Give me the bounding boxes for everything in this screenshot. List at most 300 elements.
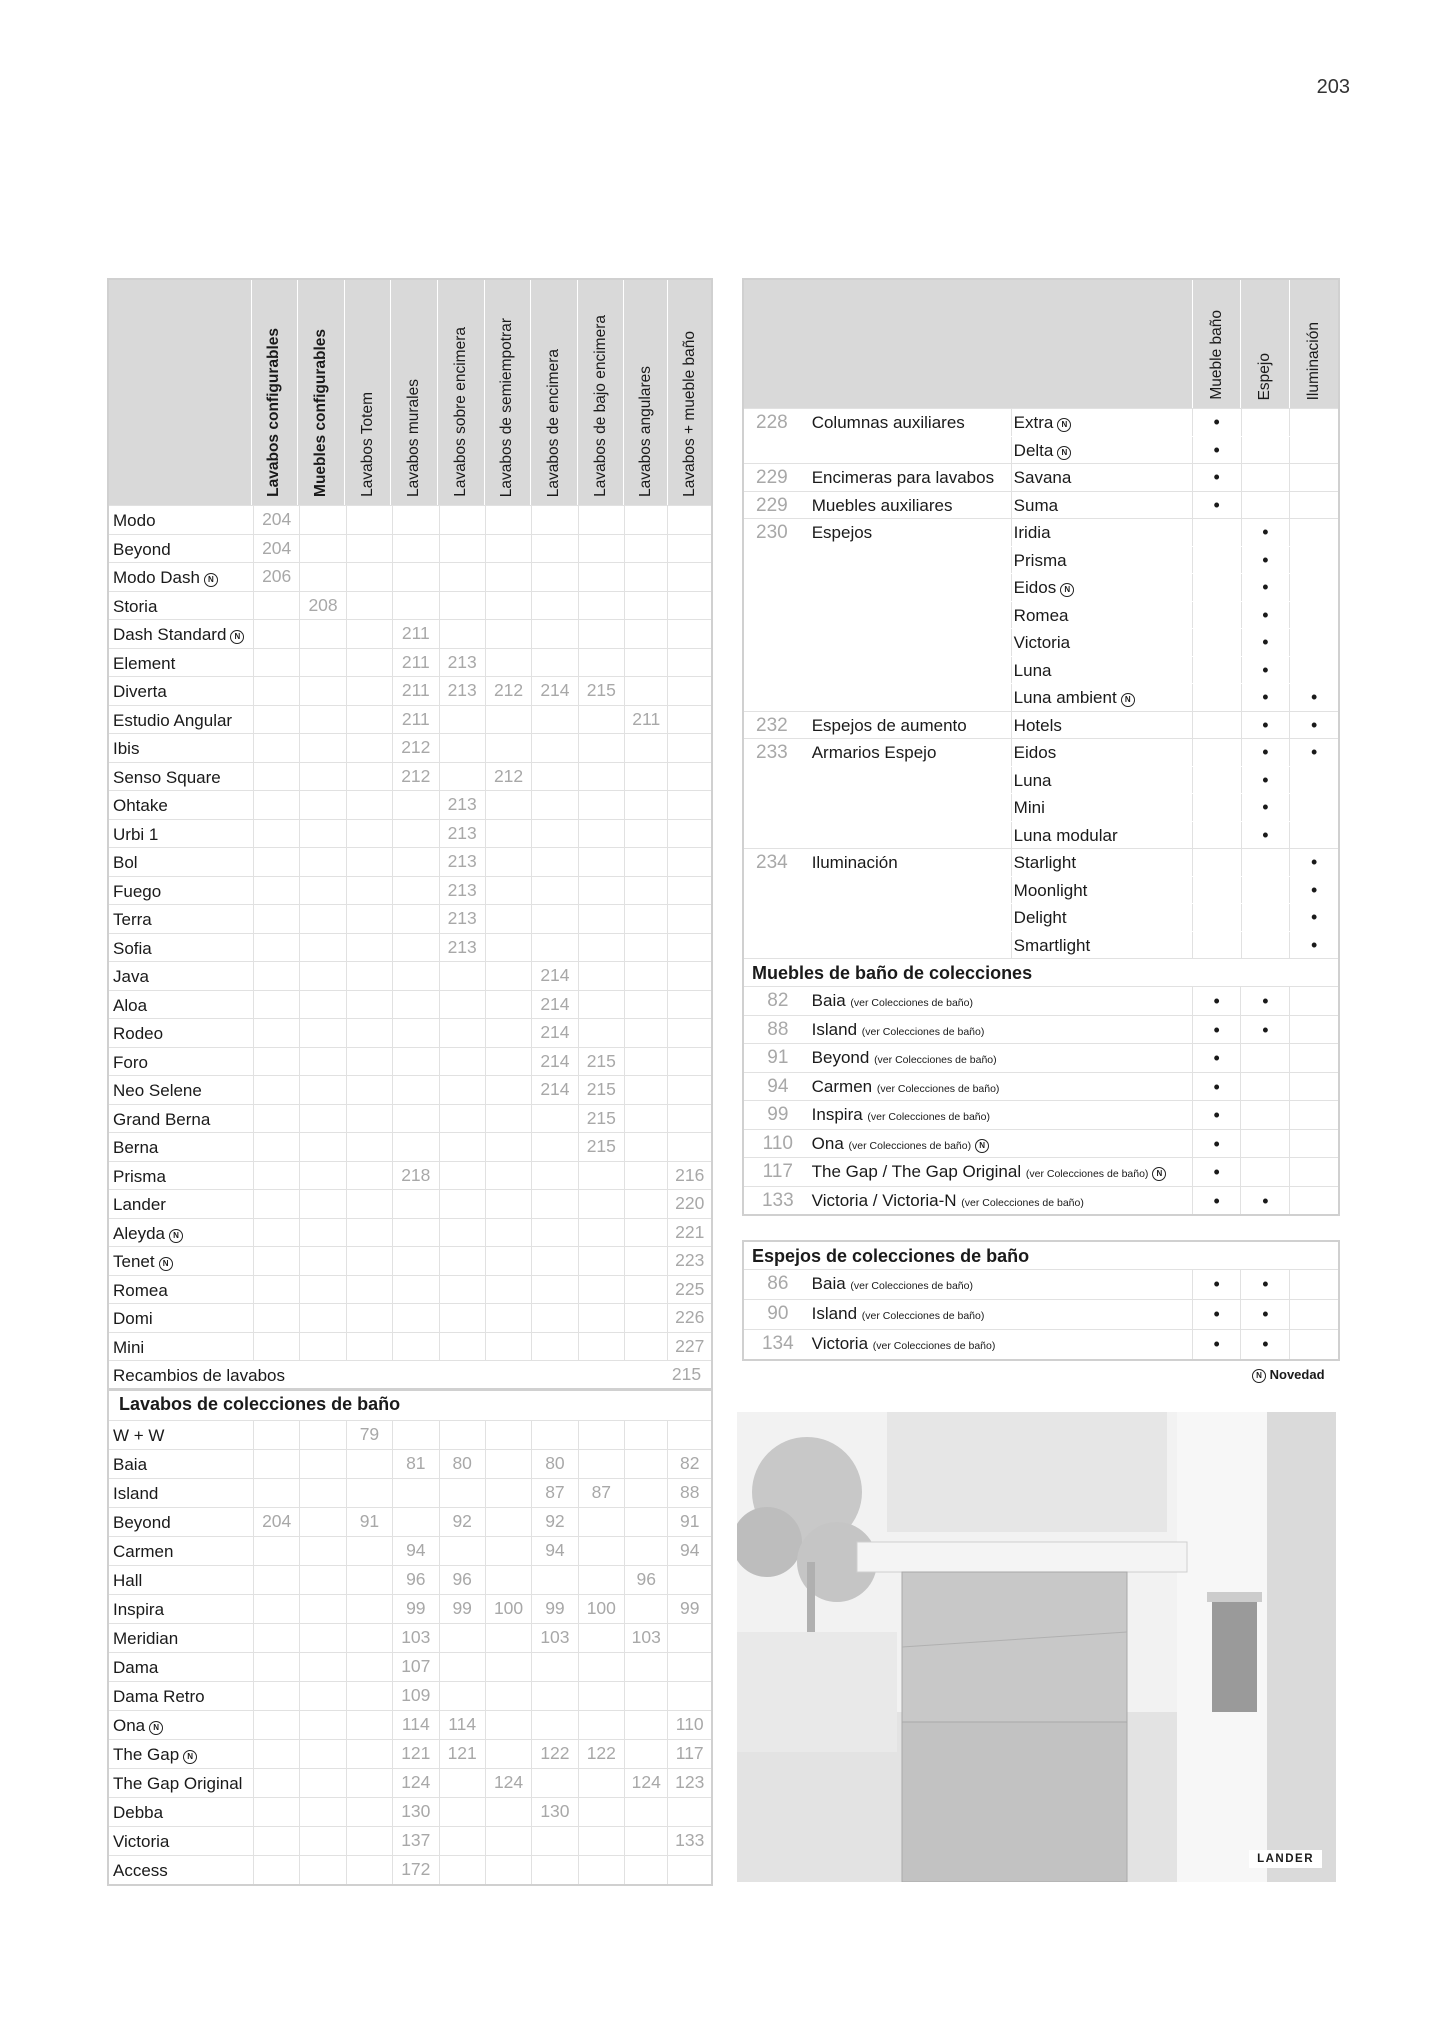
row-name [109,1624,253,1652]
page-ref [744,684,812,711]
page-ref [299,1566,345,1594]
page-ref [578,820,624,848]
new-badge-icon: N [230,630,244,644]
page-ref [624,563,667,591]
availability-dot: • [1289,904,1338,931]
availability-dot: • [1192,987,1241,1015]
model-name [1011,822,1192,849]
new-badge-icon: N [169,1229,183,1243]
page-ref [392,592,438,620]
availability-dot: • [1192,1101,1241,1129]
row-name [109,1076,253,1104]
page-ref [531,791,577,819]
page-ref: 212 [392,734,438,762]
page-ref [439,706,485,734]
page-ref: 79 [346,1421,392,1449]
page-ref [253,1566,299,1594]
page-ref: 87 [531,1479,577,1507]
page-ref [299,934,345,962]
page-ref [439,734,485,762]
page-ref [253,1162,299,1190]
page-ref [346,1740,392,1768]
page-ref [624,1711,667,1739]
page-ref [299,1624,345,1652]
page-ref [392,791,438,819]
page-ref [439,1276,485,1304]
page-ref [346,1247,392,1275]
collection-note: (ver Colecciones de baño) [1025,1168,1149,1180]
page-ref [346,1566,392,1594]
availability-dot: • [1241,767,1290,794]
row-label: Island [113,1484,159,1503]
page-ref [624,1162,667,1190]
page-ref [346,1450,392,1478]
table-row [109,1161,711,1190]
table-row [109,847,711,876]
collection-name: Victoria [811,1334,869,1353]
collection-note: (ver Colecciones de baño) [861,1310,985,1322]
model-name [1011,437,1192,464]
page-ref [744,822,812,849]
page-ref [346,1019,392,1047]
page-ref [392,877,438,905]
page-ref: 226 [667,1304,710,1332]
row-name [109,706,253,734]
model-name [1011,492,1192,519]
page-ref: 223 [667,1247,710,1275]
table-row [109,1507,711,1536]
page-ref: 234 [756,852,788,873]
model-name [1011,794,1192,821]
page-ref [667,791,710,819]
page-ref [392,535,438,563]
availability-dot [1289,822,1338,849]
model-name [1011,932,1192,959]
page-ref [667,620,710,648]
page-ref [624,734,667,762]
row-name [109,1827,253,1855]
table-row [744,683,1338,711]
page-ref [253,1479,299,1507]
page-ref [392,1133,438,1161]
page-ref [346,506,392,534]
table-row [744,738,1338,766]
page-ref [253,592,299,620]
page-ref: 213 [439,848,485,876]
page-ref [744,877,812,904]
page-ref [485,734,531,762]
row-label: Ibis [113,739,140,758]
page-ref [485,848,531,876]
page-ref [346,649,392,677]
page-ref [299,905,345,933]
new-badge-icon: N [1060,583,1074,597]
replacement-row [109,1360,711,1389]
model-name [1011,739,1192,766]
page-ref [439,1190,485,1218]
page-ref [299,1219,345,1247]
page-ref [578,1827,624,1855]
page-ref [299,1508,345,1536]
page-ref [531,1304,577,1332]
collection-label [812,1073,1192,1101]
row-label: W + W [113,1426,165,1445]
row-name [109,1421,253,1449]
column-header: Lavabos configurables [251,280,298,505]
availability-dot: • [1240,987,1289,1015]
page-ref [346,1304,392,1332]
page-ref [253,1856,299,1884]
page-ref [346,1537,392,1565]
row-name: Recambios de lavabos [113,1366,285,1385]
table-row [744,1015,1338,1044]
row-label: Fuego [113,881,162,901]
page-ref [253,820,299,848]
page-ref [578,1711,624,1739]
page-ref [299,820,345,848]
page-ref: 206 [253,563,299,591]
availability-dot: • [1192,464,1241,491]
page-ref: 87 [578,1479,624,1507]
table-row [109,1797,711,1826]
page-ref [253,1827,299,1855]
page-ref [392,1219,438,1247]
availability-dot [1192,849,1241,876]
page-ref [346,1624,392,1652]
page-ref [439,535,485,563]
row-label: Storia [113,596,158,616]
page-ref [624,1653,667,1681]
page-ref [299,1247,345,1275]
page-ref [578,1247,624,1275]
category-label: Iluminación [811,853,898,872]
availability-dot [1289,574,1338,601]
page-ref [531,848,577,876]
page-ref [485,1162,531,1190]
page-ref [624,1105,667,1133]
page-ref [299,1537,345,1565]
page-ref [253,677,299,705]
model-name [1011,849,1192,876]
page-ref [346,991,392,1019]
row-label: Prisma [113,1166,166,1186]
page-ref [346,1595,392,1623]
collection-name: Baia [811,1274,846,1293]
page-ref [439,1798,485,1826]
availability-dot [1241,877,1290,904]
page-ref [253,1653,299,1681]
availability-dot: • [1192,1330,1241,1359]
page-ref [667,677,710,705]
availability-dot: • [1289,877,1338,904]
availability-dot [1241,904,1290,931]
row-name [109,1048,253,1076]
availability-dot [1192,629,1241,656]
page-ref [439,1537,485,1565]
page-ref [624,905,667,933]
collection-label [812,1270,1192,1299]
page-ref [531,1162,577,1190]
page-ref: 92 [439,1508,485,1536]
model-label: Delta [1013,440,1054,460]
page-ref [667,962,710,990]
page-ref [392,563,438,591]
availability-dot [1289,547,1338,574]
row-name [109,1566,253,1594]
page-ref [667,1048,710,1076]
new-badge-icon: N [204,573,218,587]
section-title: Muebles de baño de colecciones [744,958,1338,986]
collection-label [812,1330,1192,1359]
page-ref [578,1276,624,1304]
page-ref: 218 [392,1162,438,1190]
column-header: Lavabos Totem [344,280,391,505]
page-ref [667,1653,710,1681]
page-ref [578,1653,624,1681]
row-label: Tenet [113,1252,155,1271]
row-name [109,791,253,819]
page-ref: 99 [392,1595,438,1623]
availability-dot: • [1241,602,1290,629]
model-label: Eidos [1013,743,1057,762]
page-ref: 214 [531,677,577,705]
page-ref [578,1190,624,1218]
category-label [812,547,1011,574]
model-name [1011,657,1192,684]
page-ref [346,962,392,990]
page-ref [299,1333,345,1361]
availability-dot: • [1192,1187,1241,1215]
page-ref: 121 [439,1740,485,1768]
availability-dot [1289,767,1338,794]
page-ref: 172 [392,1856,438,1884]
row-name [109,1162,253,1190]
page-ref [392,1247,438,1275]
page-ref [667,535,710,563]
page-ref [299,1105,345,1133]
availability-dot [1289,1158,1338,1186]
page-ref: 90 [767,1303,789,1324]
page-ref [299,1304,345,1332]
page-ref [253,763,299,791]
row-label: Java [113,967,149,986]
page-ref: 99 [667,1595,710,1623]
table-row [109,1710,711,1739]
column-header: Lavabos sobre encimera [437,280,484,505]
page-ref [578,1798,624,1826]
page-ref [299,848,345,876]
page-ref [578,1624,624,1652]
table-row [109,1623,711,1652]
row-label: Berna [113,1138,159,1157]
model-name [1011,409,1192,436]
page-ref: 100 [578,1595,624,1623]
category-label [812,794,1011,821]
availability-dot [1192,602,1241,629]
page-ref: 215 [578,1133,624,1161]
page-ref [346,1190,392,1218]
page-ref [346,1769,392,1797]
page-ref [439,1856,485,1884]
page-ref [299,1162,345,1190]
page-ref [253,791,299,819]
page-ref: 122 [578,1740,624,1768]
collection-label [812,1300,1192,1329]
row-label: Aloa [113,995,148,1015]
page-ref [346,877,392,905]
page-ref: 82 [667,1450,710,1478]
page-ref [485,1133,531,1161]
page-ref [531,820,577,848]
page-ref: 117 [762,1161,793,1182]
page-ref [485,1421,531,1449]
page-ref: 94 [767,1075,789,1097]
row-label: Foro [113,1052,148,1072]
page-ref: 221 [667,1219,710,1247]
page-ref: 130 [531,1798,577,1826]
page-ref: 212 [392,763,438,791]
page-ref [392,1076,438,1104]
accessories-header [744,280,1338,408]
photo-caption: LANDER [1249,1850,1322,1868]
page-ref [578,1508,624,1536]
page-ref [485,706,531,734]
model-name [1011,519,1192,546]
page-ref: 214 [531,1048,577,1076]
page-ref [624,1076,667,1104]
page-ref [253,1769,299,1797]
model-name [1011,712,1192,739]
page-ref: 213 [439,877,485,905]
page-ref [439,962,485,990]
model-label: Smartlight [1013,935,1091,955]
availability-dot [1289,519,1338,546]
collection-name: Island [811,1019,858,1039]
row-name [109,1219,253,1247]
section-title: Espejos de colecciones de baño [752,1246,1030,1266]
category-label [812,437,1011,464]
table-row [744,793,1338,821]
page-ref [624,1508,667,1536]
page-ref: 130 [392,1798,438,1826]
page-ref [531,1711,577,1739]
row-label: Grand Berna [113,1109,211,1129]
row-label: Meridian [113,1629,179,1648]
row-label: Dama [113,1658,159,1677]
availability-dot [1289,437,1338,464]
page-ref [667,1076,710,1104]
page-ref [531,506,577,534]
table-row [744,656,1338,684]
page-ref [624,1247,667,1275]
model-label: Prisma [1013,550,1067,570]
page-ref [578,934,624,962]
page-ref [485,535,531,563]
page-ref [392,506,438,534]
page-ref: 100 [485,1595,531,1623]
row-label: Hall [113,1571,143,1590]
collection-note: (ver Colecciones de baño) [867,1111,990,1123]
availability-dot [1240,1158,1289,1186]
page-ref [392,1048,438,1076]
table-row [109,819,711,848]
availability-dot [1289,1044,1338,1072]
availability-dot: • [1192,437,1241,464]
availability-dot [1241,409,1290,436]
page-ref [346,820,392,848]
page-ref [299,877,345,905]
page-ref [624,1133,667,1161]
row-name [109,877,253,905]
availability-dot [1192,547,1241,574]
row-name [109,1711,253,1739]
page-ref [624,592,667,620]
availability-dot: • [1192,1044,1241,1072]
page-ref [299,677,345,705]
table-row [109,790,711,819]
page-ref [439,1827,485,1855]
availability-dot [1192,739,1241,766]
table-row [744,601,1338,629]
page-ref [485,649,531,677]
page-ref [253,1537,299,1565]
column-header: Lavabos de encimera [530,280,577,505]
page-ref: 229 [756,467,788,488]
page-ref [485,592,531,620]
table-row [109,1478,711,1507]
page-ref [346,1133,392,1161]
availability-dot [1192,519,1241,546]
availability-dot [1240,1130,1289,1158]
page-ref [624,677,667,705]
availability-dot: • [1240,1270,1289,1299]
page-ref: 109 [392,1682,438,1710]
collection-note: (ver Colecciones de baño) [876,1082,1000,1095]
page-ref [299,962,345,990]
availability-dot: • [1241,822,1290,849]
page-ref [531,934,577,962]
page-ref [667,820,710,848]
page-ref: 121 [392,1740,438,1768]
page-ref [624,1740,667,1768]
availability-dot [1289,1330,1338,1359]
page-ref [531,1333,577,1361]
table-row [744,903,1338,931]
page-ref [392,848,438,876]
availability-dot [1241,464,1290,491]
page-ref [299,1479,345,1507]
category-label [812,877,1011,904]
row-name [109,620,253,648]
row-label: The Gap Original [113,1774,243,1793]
table-row [109,1189,711,1218]
row-label: Rodeo [113,1024,164,1043]
table-row [109,990,711,1019]
page-ref [439,991,485,1019]
row-name [109,1856,253,1884]
collection-label [812,987,1192,1015]
availability-dot [1289,1270,1338,1299]
page-ref [667,1856,710,1884]
new-badge-icon: N [183,1750,197,1764]
availability-dot [1241,932,1290,959]
table-row [109,648,711,677]
page-ref [744,574,812,601]
table-row [109,961,711,990]
accessories-table [742,278,1340,1216]
model-name [1011,767,1192,794]
page-ref: 229 [756,494,788,516]
